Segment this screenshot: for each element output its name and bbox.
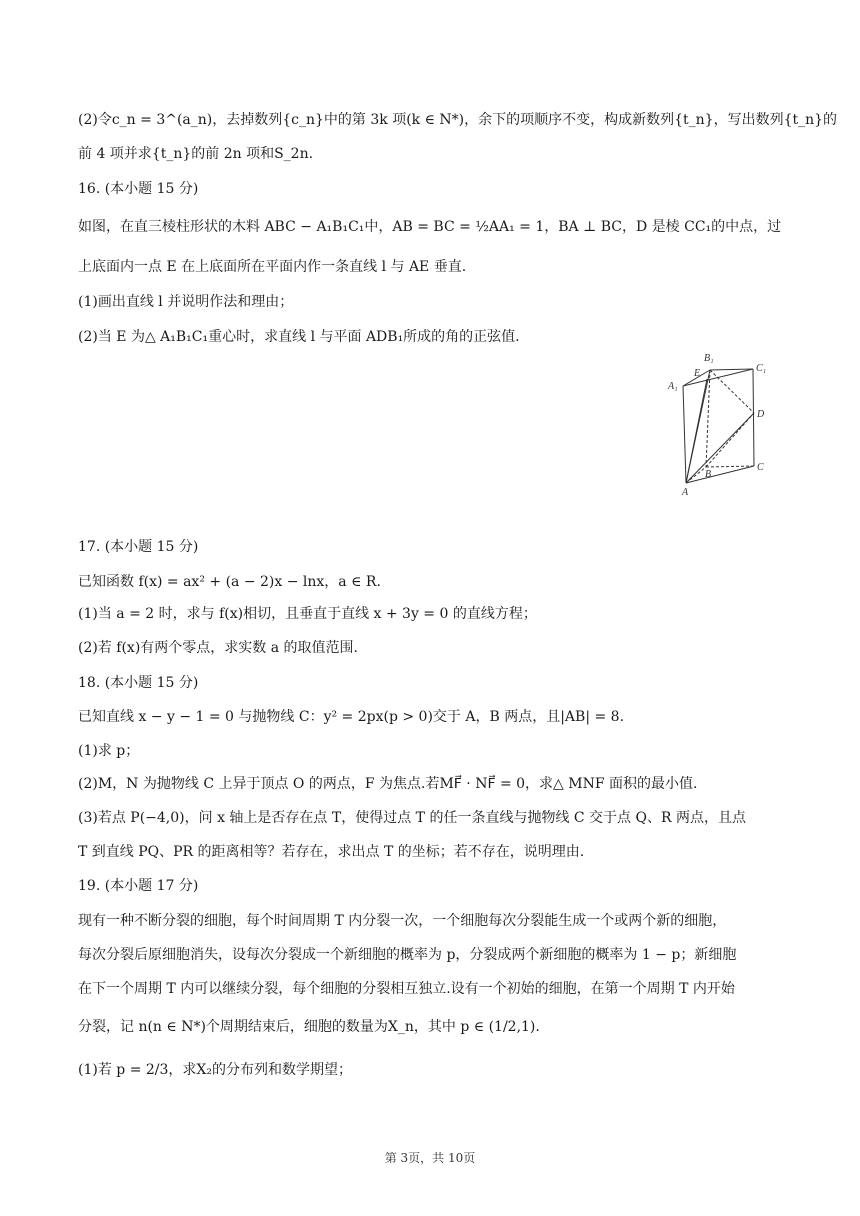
- q18-part3-line2: T 到直线 PQ、PR 的距离相等？若存在，求出点 T 的坐标；若不存在，说明理由.: [78, 844, 585, 860]
- q18-part3-line1: (3)若点 P(−4,0)，问 x 轴上是否存在点 T，使得过点 T 的任一条直线与抛物线 C 交于点 Q、R 两点，且点: [78, 810, 746, 826]
- q16-part2: (2)当 E 为△ A₁B₁C₁重心时，求直线 l 与平面 ADB₁所成的角的正弦值.: [78, 329, 520, 345]
- edge-c1-c: [753, 369, 754, 466]
- q17-stem: 已知函数 f(x) = ax² + (a − 2)x − lnx，a ∈ R.: [78, 574, 381, 590]
- q16-stem-line2: 上底面内一点 E 在上底面所在平面内作一条直线 l 与 AE 垂直.: [78, 259, 467, 275]
- label-c1: C₁: [756, 363, 767, 374]
- edge-b1-c1: [710, 369, 753, 370]
- q18-part1: (1)求 p；: [78, 743, 140, 759]
- q15-part2-line1: (2)令c_n = 3^(a_n)，去掉数列{c_n}中的第 3k 项(k ∈ N*)，余下的项顺序不变，构成新数列{t_n}，写出数列{t_n}的: [78, 112, 838, 128]
- q19-title: 19. (本小题 17 分): [78, 878, 199, 894]
- prism-diagram: [660, 346, 784, 498]
- q19-stem-line4: 分裂，记 n(n ∈ N*)个周期结束后，细胞的数量为X_n，其中 p ∈ (1/2,1).: [78, 1019, 540, 1035]
- page-footer: 第 3页，共 10页: [384, 1151, 476, 1165]
- hidden-edge-b1-d: [710, 370, 754, 413]
- q15-part2-line2: 前 4 项并求{t_n}的前 2n 项和S_2n.: [78, 146, 314, 162]
- edge-a-c: [686, 466, 754, 483]
- q16-stem-line1: 如图，在直三棱柱形状的木料 ABC − A₁B₁C₁中，AB = BC = ½AA₁ = 1，BA ⊥ BC，D 是棱 CC₁的中点，过: [78, 219, 782, 235]
- q17-title: 17. (本小题 15 分): [78, 539, 199, 555]
- q19-stem-line2: 每次分裂后原细胞消失，设每次分裂成一个新细胞的概率为 p，分裂成两个新细胞的概率为 1 − p；新细胞: [78, 947, 737, 963]
- q17-part1: (1)当 a = 2 时，求与 f(x)相切，且垂直于直线 x + 3y = 0 的直线方程；: [78, 606, 537, 622]
- edge-a1-a: [683, 386, 686, 483]
- label-a1: A₁: [668, 381, 678, 392]
- q19-stem-line1: 现有一种不断分裂的细胞，每个时间周期 T 内分裂一次，一个细胞每次分裂能生成一个或两个新的细胞，: [78, 913, 727, 929]
- q18-stem: 已知直线 x − y − 1 = 0 与抛物线 C：y² = 2px(p > 0)交于 A，B 两点，且|AB| = 8.: [78, 709, 625, 725]
- label-b: B: [705, 469, 712, 480]
- q19-part1: (1)若 p = 2/3，求X₂的分布列和数学期望；: [78, 1062, 352, 1078]
- label-e: E: [694, 368, 701, 379]
- q18-part2: (2)M，N 为抛物线 C 上异于顶点 O 的两点，F 为焦点.若MF⃗ · NF⃗ = 0，求△ MNF 面积的最小值.: [78, 776, 698, 792]
- hidden-edge-b-c: [706, 466, 754, 467]
- hidden-edge-b-d: [706, 413, 754, 467]
- segment-a-e: [686, 379, 707, 483]
- label-c: C: [757, 462, 764, 473]
- q16-part1: (1)画出直线 l 并说明作法和理由；: [78, 294, 294, 310]
- prism-figure: [660, 346, 784, 498]
- edge-a-d: [686, 413, 754, 483]
- q19-stem-line3: 在下一个周期 T 内可以继续分裂，每个细胞的分裂相互独立.设有一个初始的细胞，在第一个周期 T 内开始: [78, 981, 735, 997]
- q18-title: 18. (本小题 15 分): [78, 675, 199, 691]
- label-a: A: [682, 487, 689, 498]
- q17-part2: (2)若 f(x)有两个零点，求实数 a 的取值范围.: [78, 640, 358, 656]
- label-b1: B₁: [704, 353, 714, 364]
- q16-title: 16. (本小题 15 分): [78, 181, 199, 197]
- label-d: D: [757, 409, 765, 420]
